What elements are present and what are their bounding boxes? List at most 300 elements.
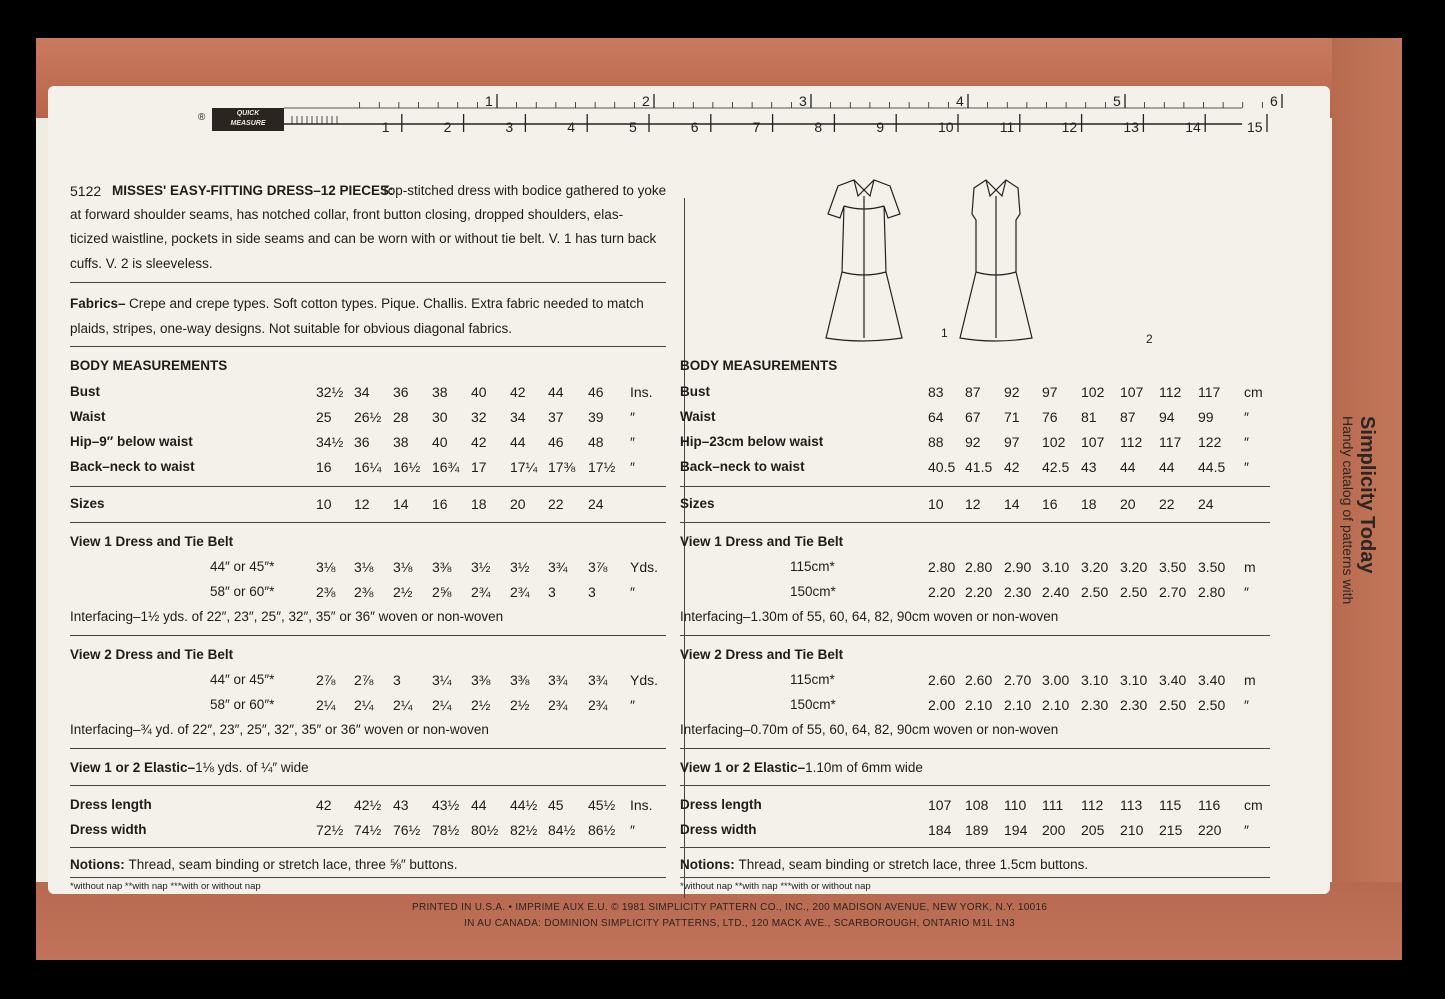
unit-cell: cm [1244, 797, 1263, 813]
size-cell: 22 [548, 496, 564, 512]
ruler-cm-label: 2 [443, 119, 452, 135]
measure-cell: 40 [471, 384, 487, 400]
measure-cell: 67 [965, 409, 981, 425]
yardage-cell: 3 [588, 584, 596, 600]
yardage-cell: 3.10 [1120, 672, 1148, 688]
finished-cell: 78½ [432, 822, 460, 838]
yardage-cell: 3⅜ [510, 672, 530, 688]
finished-cell: 84½ [548, 822, 576, 838]
finished-cell: 43 [393, 797, 409, 813]
measure-row-label: Waist [70, 409, 106, 424]
measure-cell: 32 [471, 409, 487, 425]
notions-text: Thread, seam binding or stretch lace, three ⅝″ buttons. [128, 857, 458, 872]
view2-heading: View 2 Dress and Tie Belt [680, 647, 844, 662]
yardage-cell: 2.70 [1159, 584, 1187, 600]
finished-cell: 115 [1159, 797, 1182, 813]
rule [680, 785, 1270, 786]
ruler-inch-label: 4 [956, 93, 964, 109]
finished-cell: 42½ [354, 797, 382, 813]
rule [680, 847, 1270, 848]
yardage-cell: 2.30 [1120, 697, 1148, 713]
size-cell: 12 [965, 496, 981, 512]
size-cell: 10 [316, 496, 332, 512]
interfacing-line: Interfacing–1.30m of 55, 60, 64, 82, 90cm woven or non-woven [680, 609, 1059, 624]
measure-cell: 34 [510, 409, 526, 425]
unit-cell: cm [1244, 384, 1263, 400]
measure-cell: 71 [1004, 409, 1020, 425]
yardage-cell: 3½ [510, 559, 530, 575]
unit-cell: ″ [1244, 434, 1249, 450]
finished-cell: 43½ [432, 797, 460, 813]
finished-cell: 110 [1004, 797, 1027, 813]
measure-cell: 42.5 [1042, 459, 1070, 475]
fabrics-label: Fabrics– [70, 296, 126, 311]
pattern-title: MISSES' EASY-FITTING DRESS–12 PIECES: [112, 183, 394, 198]
ruler-cm-label: 9 [876, 119, 884, 135]
elastic-label: View 1 or 2 Elastic– [680, 760, 806, 775]
size-cell: 12 [354, 496, 370, 512]
measure-row-label: Bust [70, 384, 100, 399]
rule [70, 635, 666, 636]
measure-cell: 81 [1081, 409, 1097, 425]
unit-cell: Yds. [630, 672, 659, 688]
elastic-text: 1⅛ yds. of ¼″ wide [195, 760, 309, 775]
rule [70, 522, 666, 523]
measure-cell: 39 [588, 409, 604, 425]
yardage-cell: 3.20 [1081, 559, 1109, 575]
measure-cell: 102 [1081, 384, 1105, 400]
finished-cell: 45 [548, 797, 564, 813]
yardage-cell: 3.20 [1120, 559, 1148, 575]
yardage-cell: 3.10 [1042, 559, 1070, 575]
yardage-cell: 3½ [471, 559, 491, 575]
measure-cell: 16¾ [432, 459, 460, 475]
ruler-cm-label: 10 [938, 119, 954, 135]
measure-cell: 42 [1004, 459, 1020, 475]
measure-cell: 26½ [354, 409, 382, 425]
size-cell: 20 [510, 496, 526, 512]
pattern-envelope [36, 38, 1402, 960]
unit-cell: ″ [1244, 584, 1249, 600]
yardage-cell: 3¼ [432, 672, 452, 688]
yardage-cell: 3¾ [588, 672, 608, 688]
yardage-cell: 3⅜ [432, 559, 452, 575]
measure-cell: 42 [471, 434, 487, 450]
unit-cell: ″ [630, 459, 635, 475]
finished-cell: 76½ [393, 822, 421, 838]
ruler-cm-label: 7 [752, 119, 761, 135]
rule [70, 486, 666, 487]
view1-heading: View 1 Dress and Tie Belt [680, 534, 844, 549]
quick-measure-label [212, 108, 284, 131]
sizes-label: Sizes [680, 496, 715, 511]
yardage-cell: 2.50 [1081, 584, 1109, 600]
yardage-cell: 2.60 [965, 672, 993, 688]
yardage-cell: 2½ [510, 697, 530, 713]
measure-cell: 97 [1004, 434, 1020, 450]
ruler-cm-label: 14 [1185, 119, 1201, 135]
finished-cell: 74½ [354, 822, 382, 838]
elastic-label: View 1 or 2 Elastic– [70, 760, 196, 775]
finished-cell: 205 [1081, 822, 1105, 838]
measure-cell: 16 [316, 459, 332, 475]
yardage-cell: 2.80 [965, 559, 993, 575]
measure-cell: 107 [1081, 434, 1105, 450]
rule [70, 346, 666, 347]
brand-tagline: Handy catalog of patterns with [1340, 416, 1356, 605]
ruler-cm-label: 12 [1061, 119, 1078, 135]
body-measurements-heading: BODY MEASUREMENTS [70, 358, 228, 373]
footer-printed-line: PRINTED IN U.S.A. • IMPRIME AUX E.U. © 1981 SIMPLICITY PATTERN CO., INC., 200 MADISON AVENUE, NEW YORK, N.Y. 10016 [412, 902, 1048, 913]
yardage-cell: 2⅝ [432, 584, 452, 600]
measure-cell: 44 [1120, 459, 1136, 475]
brand-side-text [1340, 416, 1378, 605]
unit-cell: ″ [630, 584, 635, 600]
ruler-cm-label: 8 [814, 119, 823, 135]
finished-row-label: Dress width [70, 822, 147, 837]
measure-cell: 30 [432, 409, 448, 425]
measure-cell: 46 [548, 434, 564, 450]
rule [680, 877, 1270, 878]
yardage-cell: 2.80 [928, 559, 956, 575]
finished-cell: 184 [928, 822, 952, 838]
yardage-cell: 2¼ [432, 697, 452, 713]
fabric-width-label: 44″ or 45″* [210, 559, 275, 574]
yardage-cell: 2¼ [316, 697, 336, 713]
measure-cell: 17¼ [510, 459, 538, 475]
ruler-scale [212, 93, 1278, 135]
finished-row-label: Dress width [680, 822, 757, 837]
finished-cell: 210 [1120, 822, 1144, 838]
finished-cell: 45½ [588, 797, 616, 813]
desc-line-2: at forward shoulder seams, has notched collar, front button closing, dropped shoulders, elas- [70, 207, 624, 222]
view2-heading: View 2 Dress and Tie Belt [70, 647, 234, 662]
unit-cell: ″ [630, 697, 635, 713]
unit-cell: ″ [630, 409, 635, 425]
measure-cell: 41.5 [965, 459, 993, 475]
yardage-cell: 2.30 [1004, 584, 1032, 600]
size-cell: 18 [471, 496, 487, 512]
size-cell: 22 [1159, 496, 1175, 512]
measure-cell: 64 [928, 409, 944, 425]
notions-line [680, 857, 1088, 872]
finished-cell: 113 [1120, 797, 1143, 813]
sizes-label: Sizes [70, 496, 105, 511]
notions-text: Thread, seam binding or stretch lace, three 1.5cm buttons. [738, 857, 1089, 872]
finished-cell: 72½ [316, 822, 344, 838]
size-cell: 20 [1120, 496, 1136, 512]
fabric-width-label: 150cm* [790, 697, 836, 712]
yardage-cell: 2¾ [548, 697, 568, 713]
ruler-inch-label: 5 [1113, 93, 1121, 109]
measure-cell: 34½ [316, 434, 344, 450]
size-cell: 16 [1042, 496, 1058, 512]
rule [70, 748, 666, 749]
ruler-cm-label: 4 [567, 119, 575, 135]
fabric-width-label: 58″ or 60″* [210, 697, 275, 712]
elastic-line [70, 760, 309, 775]
yardage-cell: 2.60 [928, 672, 956, 688]
info-panel [48, 86, 1378, 894]
fabrics-line-1: Crepe and crepe types. Soft cotton types. Pique. Challis. Extra fabric needed to match [129, 296, 644, 311]
pattern-number: 5122 [70, 183, 102, 199]
desc-line-3: ticized waistline, pockets in side seams and can be worn with or without tie belt. V. 1 has turn back [70, 231, 657, 246]
yardage-cell: 2.80 [1198, 584, 1226, 600]
measure-row-label: Waist [680, 409, 716, 424]
yardage-cell: 2.70 [1004, 672, 1032, 688]
measure-cell: 40.5 [928, 459, 956, 475]
rule [70, 877, 666, 878]
ruler-inch-label: 1 [485, 93, 493, 109]
measure-cell: 25 [316, 409, 332, 425]
measure-cell: 17⅜ [548, 459, 576, 475]
yardage-cell: 2.20 [965, 584, 993, 600]
yardage-cell: 2.50 [1159, 697, 1187, 713]
measure-cell: 16½ [393, 459, 421, 475]
ruler-inch-label: 3 [799, 93, 807, 109]
measure-cell: 42 [510, 384, 526, 400]
finished-cell: 112 [1081, 797, 1104, 813]
yardage-cell: 2⅞ [316, 672, 336, 688]
yardage-cell: 2.20 [928, 584, 956, 600]
measure-cell: 92 [1004, 384, 1020, 400]
rule [70, 847, 666, 848]
size-cell: 18 [1081, 496, 1097, 512]
measure-cell: 94 [1159, 409, 1175, 425]
size-cell: 10 [928, 496, 944, 512]
measure-cell: 48 [588, 434, 604, 450]
rule [70, 282, 666, 283]
measure-cell: 97 [1042, 384, 1058, 400]
yardage-cell: 2¾ [588, 697, 608, 713]
fabric-width-label: 58″ or 60″* [210, 584, 275, 599]
ruler-cm-label: 3 [505, 119, 514, 135]
measure-cell: 44 [1159, 459, 1175, 475]
measure-cell: 40 [432, 434, 448, 450]
yardage-cell: 3⅛ [354, 559, 374, 575]
measure-cell: 102 [1042, 434, 1066, 450]
view1-number: 1 [941, 326, 948, 340]
ruler-label-line1: QUICK [236, 110, 260, 117]
finished-row-label: Dress length [70, 797, 152, 812]
view2-dress-drawing [960, 180, 1032, 341]
ruler-inch-label: 6 [1270, 93, 1278, 109]
fabric-width-label: 115cm* [790, 672, 835, 687]
yardage-cell: 3 [548, 584, 556, 600]
ruler-cm-label: 1 [381, 119, 390, 135]
yardage-cell: 3 [393, 672, 401, 688]
unit-cell: ″ [630, 822, 635, 838]
finished-cell: 42 [316, 797, 332, 813]
view1-heading: View 1 Dress and Tie Belt [70, 534, 234, 549]
finished-cell: 220 [1198, 822, 1222, 838]
measure-cell: 122 [1198, 434, 1222, 450]
unit-cell: ″ [1244, 697, 1249, 713]
measure-cell: 44 [548, 384, 564, 400]
ruler-inch-label: 2 [642, 93, 650, 109]
measure-cell: 43 [1081, 459, 1097, 475]
yardage-cell: 2.30 [1081, 697, 1109, 713]
unit-cell: m [1244, 559, 1256, 575]
dress-illustrations [818, 172, 1048, 352]
yardage-cell: 2.10 [965, 697, 993, 713]
yardage-cell: 3¾ [548, 672, 568, 688]
ruler-cm-label: 13 [1123, 119, 1139, 135]
yardage-cell: 3.40 [1198, 672, 1226, 688]
yardage-cell: 3⅛ [316, 559, 336, 575]
yardage-cell: 2⅞ [354, 672, 374, 688]
notions-label: Notions: [70, 857, 129, 872]
ruler-cm-label: 6 [690, 119, 699, 135]
measure-cell: 34 [354, 384, 370, 400]
quick-measure-ruler [198, 93, 1278, 135]
elastic-text: 1.10m of 6mm wide [805, 760, 923, 775]
footer-canada-line: IN AU CANADA: DOMINION SIMPLICITY PATTERNS, LTD., 120 MACK AVE., SCARBOROUGH, ONTARIO M1L 1N3 [464, 918, 1015, 929]
finished-cell: 44 [471, 797, 487, 813]
footnote: *without nap **with nap ***with or without nap [680, 881, 871, 892]
measure-cell: 76 [1042, 409, 1058, 425]
elastic-line [680, 760, 923, 775]
desc-line-4: cuffs. V. 2 is sleeveless. [70, 256, 213, 271]
measure-cell: 44 [510, 434, 526, 450]
fabric-width-label: 115cm* [790, 559, 835, 574]
yardage-cell: 2¾ [471, 584, 491, 600]
yardage-cell: 2.10 [1042, 697, 1070, 713]
finished-cell: 189 [965, 822, 989, 838]
desc-line-1: Top-stitched dress with bodice gathered to yoke [381, 183, 667, 198]
yardage-cell: 3⅞ [588, 559, 608, 575]
registered-mark: ® [198, 112, 206, 123]
ruler-cm-label: 11 [999, 119, 1015, 135]
yardage-cell: 2½ [471, 697, 491, 713]
measure-cell: 38 [432, 384, 448, 400]
measure-cell: 117 [1198, 384, 1221, 400]
rule [680, 486, 1270, 487]
measure-cell: 17 [471, 459, 487, 475]
finished-cell: 111 [1042, 797, 1064, 813]
size-cell: 24 [588, 496, 604, 512]
rule [680, 748, 1270, 749]
yardage-cell: 2⅜ [316, 584, 336, 600]
unit-cell: ″ [1244, 459, 1249, 475]
measure-cell: 32½ [316, 384, 344, 400]
measure-cell: 92 [965, 434, 981, 450]
size-cell: 14 [1004, 496, 1020, 512]
finished-cell: 215 [1159, 822, 1183, 838]
measure-cell: 112 [1159, 384, 1182, 400]
body-measurements-heading: BODY MEASUREMENTS [680, 358, 838, 373]
measure-cell: 88 [928, 434, 944, 450]
measure-cell: 83 [928, 384, 944, 400]
yardage-cell: 2.50 [1198, 697, 1226, 713]
measure-cell: 37 [548, 409, 564, 425]
yardage-cell: 2¼ [354, 697, 374, 713]
interfacing-line: Interfacing–0.70m of 55, 60, 64, 82, 90cm woven or non-woven [680, 722, 1059, 737]
yardage-cell: 2.50 [1120, 584, 1148, 600]
measure-row-label: Back–neck to waist [680, 459, 805, 474]
yardage-cell: 3⅛ [393, 559, 413, 575]
yardage-cell: 2¼ [393, 697, 413, 713]
yardage-cell: 2.00 [928, 697, 956, 713]
view1-dress-drawing [826, 180, 902, 341]
brand-name: Simplicity Today [1356, 416, 1378, 574]
yardage-cell: 2¾ [510, 584, 530, 600]
rule [680, 522, 1270, 523]
ruler-cm-label: 15 [1247, 119, 1263, 135]
measure-cell: 17½ [588, 459, 616, 475]
size-cell: 14 [393, 496, 409, 512]
measure-row-label: Hip–23cm below waist [680, 434, 824, 449]
finished-cell: 194 [1004, 822, 1028, 838]
size-cell: 24 [1198, 496, 1214, 512]
finished-cell: 107 [928, 797, 952, 813]
finished-cell: 44½ [510, 797, 538, 813]
finished-cell: 108 [965, 797, 989, 813]
measure-cell: 16¼ [354, 459, 382, 475]
rule [70, 785, 666, 786]
ruler-cm-label: 5 [629, 119, 637, 135]
yardage-cell: 2⅜ [354, 584, 374, 600]
fabrics-line-2: plaids, stripes, one-way designs. Not suitable for obvious diagonal fabrics. [70, 321, 512, 336]
yardage-cell: 3.50 [1198, 559, 1226, 575]
measure-cell: 99 [1198, 409, 1214, 425]
rule [680, 635, 1270, 636]
unit-cell: Ins. [630, 384, 653, 400]
yardage-cell: 2.90 [1004, 559, 1032, 575]
finished-cell: 116 [1198, 797, 1221, 813]
notions-label: Notions: [680, 857, 739, 872]
measure-row-label: Bust [680, 384, 710, 399]
finished-row-label: Dress length [680, 797, 762, 812]
measure-cell: 46 [588, 384, 604, 400]
unit-cell: m [1244, 672, 1256, 688]
finished-cell: 80½ [471, 822, 499, 838]
interfacing-line: Interfacing–¾ yd. of 22″, 23″, 25″, 32″, 35″ or 36″ woven or non-woven [70, 722, 489, 737]
finished-cell: 200 [1042, 822, 1066, 838]
measure-cell: 117 [1159, 434, 1182, 450]
size-cell: 16 [432, 496, 448, 512]
yardage-cell: 2½ [393, 584, 413, 600]
notions-line [70, 857, 457, 872]
yardage-cell: 3.10 [1081, 672, 1109, 688]
yardage-cell: 3⅜ [471, 672, 491, 688]
measure-cell: 36 [354, 434, 370, 450]
footnote: *without nap **with nap ***with or without nap [70, 881, 261, 892]
measure-cell: 87 [965, 384, 981, 400]
unit-cell: ″ [1244, 822, 1249, 838]
unit-cell: Yds. [630, 559, 659, 575]
unit-cell: Ins. [630, 797, 653, 813]
finished-cell: 86½ [588, 822, 616, 838]
yardage-cell: 2.10 [1004, 697, 1032, 713]
unit-cell: ″ [630, 434, 635, 450]
ruler-label-line2: MEASURE [230, 120, 266, 127]
yardage-cell: 3¾ [548, 559, 568, 575]
measure-cell: 44.5 [1198, 459, 1226, 475]
measure-cell: 28 [393, 409, 409, 425]
yardage-cell: 3.00 [1042, 672, 1070, 688]
measure-cell: 38 [393, 434, 409, 450]
measure-cell: 112 [1120, 434, 1143, 450]
measure-cell: 36 [393, 384, 409, 400]
fabric-width-label: 150cm* [790, 584, 836, 599]
yardage-cell: 3.50 [1159, 559, 1187, 575]
yardage-cell: 3.40 [1159, 672, 1187, 688]
yardage-cell: 2.40 [1042, 584, 1070, 600]
measure-row-label: Back–neck to waist [70, 459, 195, 474]
unit-cell: ″ [1244, 409, 1249, 425]
measure-cell: 87 [1120, 409, 1136, 425]
